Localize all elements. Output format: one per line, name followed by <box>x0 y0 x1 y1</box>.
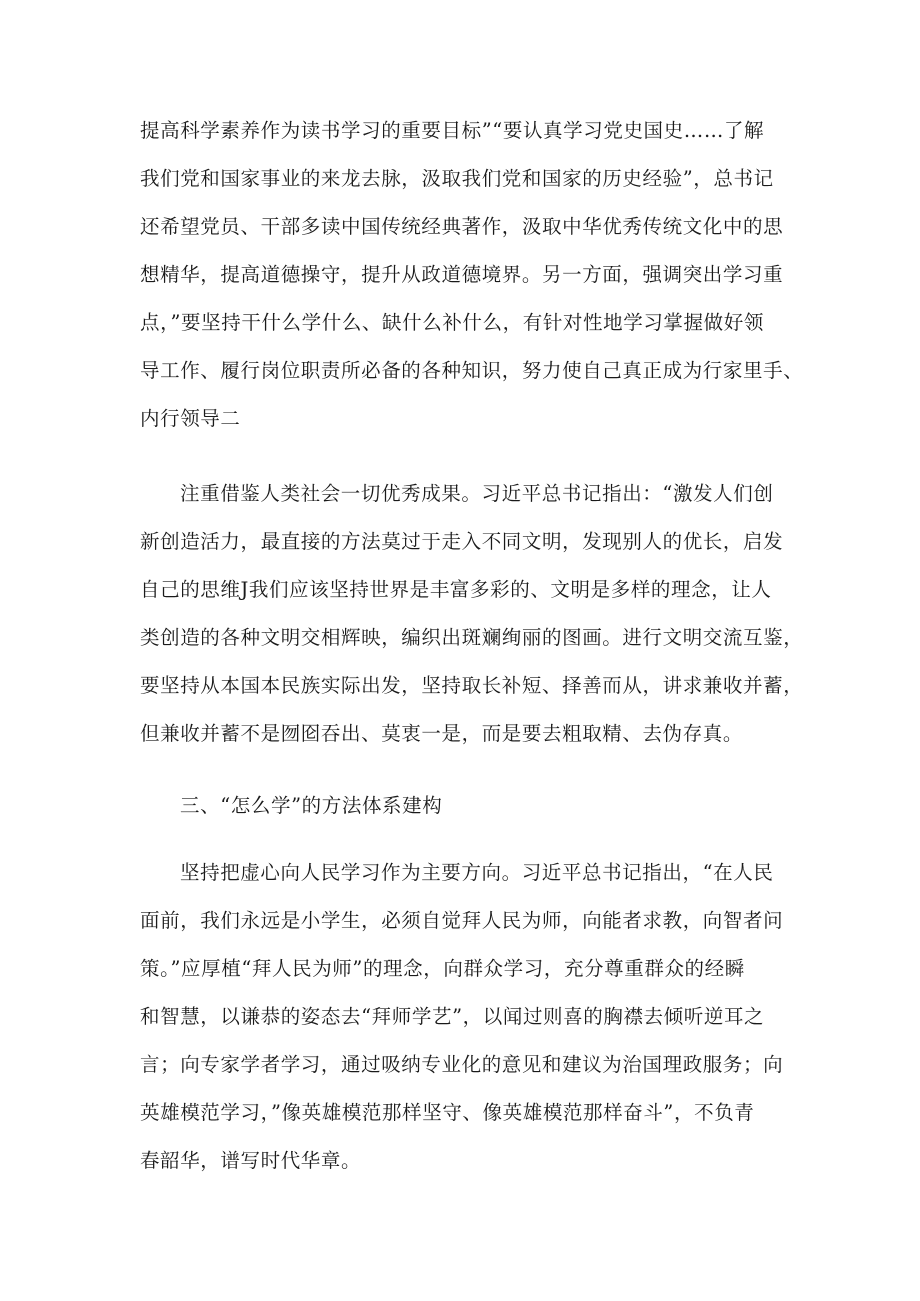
paragraph-3-line-6: 英雄模范学习，”像英雄模范那样坚守、像英雄模范那样奋斗”，不负青 <box>140 1101 755 1124</box>
paragraph-1-line-6: 导工作、履行岗位职责所必备的各种知识，努力使自己真正成为行家里手、 <box>140 359 804 382</box>
paragraph-1-line-2: 我们党和国家事业的来龙去脉，汲取我们党和国家的历史经验”，总书记 <box>140 167 774 190</box>
section-heading: 三、“怎么学”的方法体系建构 <box>180 794 443 817</box>
paragraph-2-line-1: 注重借鉴人类社会一切优秀成果。习近平总书记指出：“激发人们创 <box>180 482 774 505</box>
paragraph-2-line-6: 但兼收并蓄不是囫囵吞出、莫衷一是，而是要去粗取精、去伪存真。 <box>140 722 744 745</box>
paragraph-2-line-2: 新创造活力，最直接的方法莫过于走入不同文明，发现别人的优长，启发 <box>140 530 784 553</box>
paragraph-1-line-4: 想精华，提高道德操守，提升从政道德境界。另一方面，强调突出学习重 <box>140 263 784 286</box>
paragraph-3-line-5: 言；向专家学者学习，通过吸纳专业化的意见和建议为治国理政服务；向 <box>140 1053 784 1076</box>
paragraph-2-line-3: 自己的思维J我们应该坚持世界是丰富多彩的、文明是多样的理念，让人 <box>140 578 772 601</box>
paragraph-3-line-3: 策。”应厚植“拜人民为师”的理念，向群众学习，充分尊重群众的经瞬 <box>140 957 745 980</box>
paragraph-1-line-7: 内行领导二 <box>140 407 241 430</box>
paragraph-3-line-1: 坚持把虚心向人民学习作为主要方向。习近平总书记指出，“在人民 <box>180 861 774 884</box>
paragraph-1-line-1: 提高科学素养作为读书学习的重要目标”“要认真学习党史国史……了解 <box>140 119 765 142</box>
paragraph-3-line-4: 和智慧，以谦恭的姿态去“拜师学艺”，以闻过则喜的胸襟去倾听逆耳之 <box>140 1005 765 1028</box>
paragraph-2-line-5: 要坚持从本国本民族实际出发，坚持取长补短、择善而从，讲求兼收并蓄， <box>140 674 804 697</box>
paragraph-3-line-2: 面前，我们永远是小学生，必须自觉拜人民为师，向能者求教，向智者问 <box>140 909 784 932</box>
paragraph-1-line-5: 点，”要坚持干什么学什么、缺什么补什么，有针对性地学习掌握做好领 <box>140 311 764 334</box>
paragraph-2-line-4: 类创造的各种文明交相辉映，编织出斑斓绚丽的图画。进行文明交流互鉴， <box>140 626 804 649</box>
paragraph-3-line-7: 春韶华，谱写时代华章。 <box>140 1149 362 1172</box>
paragraph-1-line-3: 还希望党员、干部多读中国传统经典著作，汲取中华优秀传统文化中的思 <box>140 215 784 238</box>
